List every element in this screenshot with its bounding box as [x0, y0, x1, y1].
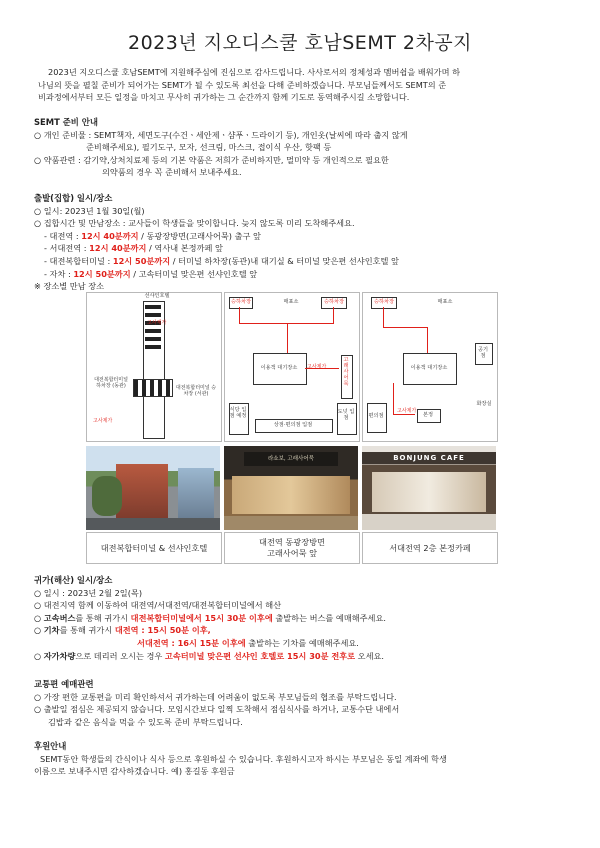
- caption-seodaejeon: 서대전역 2층 본정카페: [389, 543, 471, 553]
- support-line: 이름으로 보내주시면 감사하겠습니다. 예) 홍길동 후원금: [34, 766, 235, 777]
- map-seodaejeon-station: [362, 292, 498, 442]
- route-line: [383, 307, 384, 327]
- waiting-label: 이용객 대기장소: [410, 365, 448, 371]
- route-line: [239, 307, 240, 323]
- ticket-label: 매표소: [437, 299, 453, 305]
- map-terminal: [86, 292, 222, 442]
- caption-daejeon-1: 대전역 동광장방면: [259, 537, 325, 547]
- intro-line: 나님의 뜻을 펼칠 준비가 되어가는 SEMT가 될 수 있도록 최선을 다해 준비하겠습니다. 부모님들께서도 SEMT의 준: [38, 79, 447, 90]
- return-train-2: 서대전역 : 16시 15분 이후에 출발하는 기차를 예매해주세요.: [137, 637, 359, 648]
- return-car: ○ 자가차량으로 데리러 오시는 경우 고속터미널 맞은편 선샤인 호텔로 15시 30분 전후로 오세요.: [34, 650, 385, 661]
- cafe-sign: BONJUNG CAFE: [362, 452, 496, 464]
- map-daejeon-station: [224, 292, 360, 442]
- transport-section: [34, 678, 399, 728]
- crosswalk-stripes: [145, 305, 161, 351]
- departure-date: ○ 일시: 2023년 1월 30일(월): [34, 205, 145, 216]
- cafe-label: 본정: [422, 412, 434, 418]
- transport-line: ○ 가장 편한 교통편을 미리 확인하셔서 귀가하는데 어려움이 없도록 부모님들의 협조를 부탁드립니다.: [34, 691, 397, 702]
- bus-stop-label: 승하차장: [323, 299, 345, 305]
- bus-stop-label: 승하차장: [230, 299, 252, 305]
- departure-heading: 출발(집합) 일시/장소: [34, 193, 113, 203]
- support-line: SEMT동안 학생들의 간식이나 식사 등으로 후원하실 수 있습니다. 후원하시고자 하시는 부모님은 동일 계좌에 학생: [40, 753, 447, 764]
- return-date: ○ 일시 : 2023년 2월 2일(목): [34, 587, 143, 598]
- caption-terminal: 대전복합터미널 & 선샤인호텔: [100, 543, 208, 553]
- route-car: - 자차 : 12시 50분까지 / 고속터미널 맞은편 선샤인호텔 앞: [44, 268, 258, 279]
- departure-section: [34, 192, 399, 293]
- right-store-label: 공기 점: [477, 347, 489, 359]
- caption-daejeon-2: 고래사어묵 앞: [266, 548, 318, 558]
- departure-place: ○ 집합시간 및 만남장소 : 교사들이 학생들을 맞이합니다. 늦지 않도록 미리 도착해주세요.: [34, 218, 355, 229]
- support-section: [34, 740, 447, 778]
- meeting-note: ※ 장소별 만남 장소: [34, 281, 105, 292]
- route-line: [287, 323, 288, 353]
- transport-heading: 교통편 예매관련: [34, 679, 94, 689]
- route-line: [393, 414, 415, 415]
- route-daejeon: - 대전역 : 12시 40분까지 / 동광장방면(고래사어묵) 출구 앞: [44, 230, 261, 241]
- terminal-east-label: 대전복합터미널 하차장 (동관): [94, 377, 128, 389]
- route-terminal: - 대전복합터미널 : 12시 50분까지 / 터미널 하차장(동관)내 대기실 & 터미널 맞은편 선샤인호텔 앞: [44, 255, 399, 266]
- meet-marker: 고사제가: [397, 408, 417, 414]
- bus-stop-label: 승하차장: [373, 299, 395, 305]
- bottom-store-label: 상점·편의점 입점: [273, 422, 313, 428]
- caption-cell: [224, 532, 360, 564]
- transport-line: ○ 출발일 점심은 제공되지 않습니다. 모임시간보다 일찍 도착해서 점심식사를 하거나, 교통수단 내에서: [34, 704, 400, 715]
- prep-personal-line: ○ 개인 준비물 : SEMT책자, 세면도구(수건ㆍ세안제ㆍ샴푸ㆍ드라이기 등), 개인옷(날씨에 따라 춥지 않게: [34, 129, 408, 140]
- ticket-label: 매표소: [283, 299, 299, 305]
- route-line: [333, 307, 334, 323]
- support-heading: 후원안내: [34, 741, 67, 751]
- hotel-label: 선샤인호텔: [144, 293, 170, 299]
- route-seodaejeon: - 서대전역 : 12시 40분까지 / 역사내 본정까페 앞: [44, 243, 223, 254]
- meet-marker: 고사제가: [147, 320, 167, 326]
- return-dismiss: ○ 대전지역 함께 이동하여 대전역/서대전역/대전복합터미널에서 해산: [34, 600, 282, 611]
- return-section: [34, 574, 386, 662]
- intro-line: 비과정에서부터 모든 일정을 마치고 무사히 귀가하는 그 순간까지 함께 기도로 동역해주시길 소망합니다.: [38, 92, 410, 103]
- prep-medicine-line: 의약품의 경우 꼭 준비해서 보내주세요.: [102, 167, 242, 178]
- return-bus: ○ 고속버스를 통해 귀가시 대전복합터미널에서 15시 30분 이후에 출발하는 버스를 예매해주세요.: [34, 612, 386, 623]
- terminal-photo: [86, 446, 220, 530]
- transport-line: 김밥과 같은 음식을 먹을 수 있도록 준비 부탁드립니다.: [48, 716, 243, 727]
- route-line: [393, 383, 394, 415]
- left-store-label: 식당 입점 예정: [229, 407, 247, 419]
- side-store-label: 고래사어묵: [343, 357, 349, 387]
- restroom-label: 화장실: [476, 401, 492, 407]
- waiting-label: 이용객 대기장소: [260, 365, 298, 371]
- intro-line: 2023년 지오디스쿨 호남SEMT에 지원해주심에 진심으로 감사드립니다. 사사로서의 정체성과 멤버쉽을 배워가며 하: [48, 67, 460, 77]
- right-store-label: 도넛 입점: [337, 409, 355, 421]
- crosswalk: [133, 379, 173, 397]
- seodaejeon-station-photo: [362, 446, 496, 530]
- meet-marker: 고사제가: [93, 418, 113, 424]
- prep-medicine-line: ○ 약품관련 : 감기약,상처치료제 등의 기본 약품은 저희가 준비하지만, 멀미약 등 개인적으로 필요한: [34, 154, 389, 165]
- daejeon-station-photo: [224, 446, 358, 530]
- prep-section: [34, 116, 408, 179]
- page-title: 2023년 지오디스쿨 호남SEMT 2차공지: [127, 32, 473, 54]
- caption-cell: [86, 532, 222, 564]
- prep-heading: SEMT 준비 안내: [34, 117, 98, 127]
- route-line: [383, 327, 427, 328]
- shop-sign: 라쇼보, 고래사어묵: [244, 452, 338, 466]
- route-line: [427, 327, 428, 353]
- left-store-label: 편의점: [368, 413, 384, 419]
- terminal-west-label: 대전복합터미널 승차장 (서관): [175, 385, 217, 397]
- meet-marker: 고사제가: [307, 364, 327, 370]
- prep-personal-line: 준비해주세요), 필기도구, 모자, 선크림, 마스크, 접이식 우산, 핫팩 등: [86, 142, 332, 153]
- intro-paragraph: [38, 66, 568, 104]
- return-heading: 귀가(해산) 일시/장소: [34, 575, 113, 585]
- return-train: ○ 기차를 통해 귀가시 대전역 : 15시 50분 이후,: [34, 625, 211, 636]
- caption-cell: [362, 532, 498, 564]
